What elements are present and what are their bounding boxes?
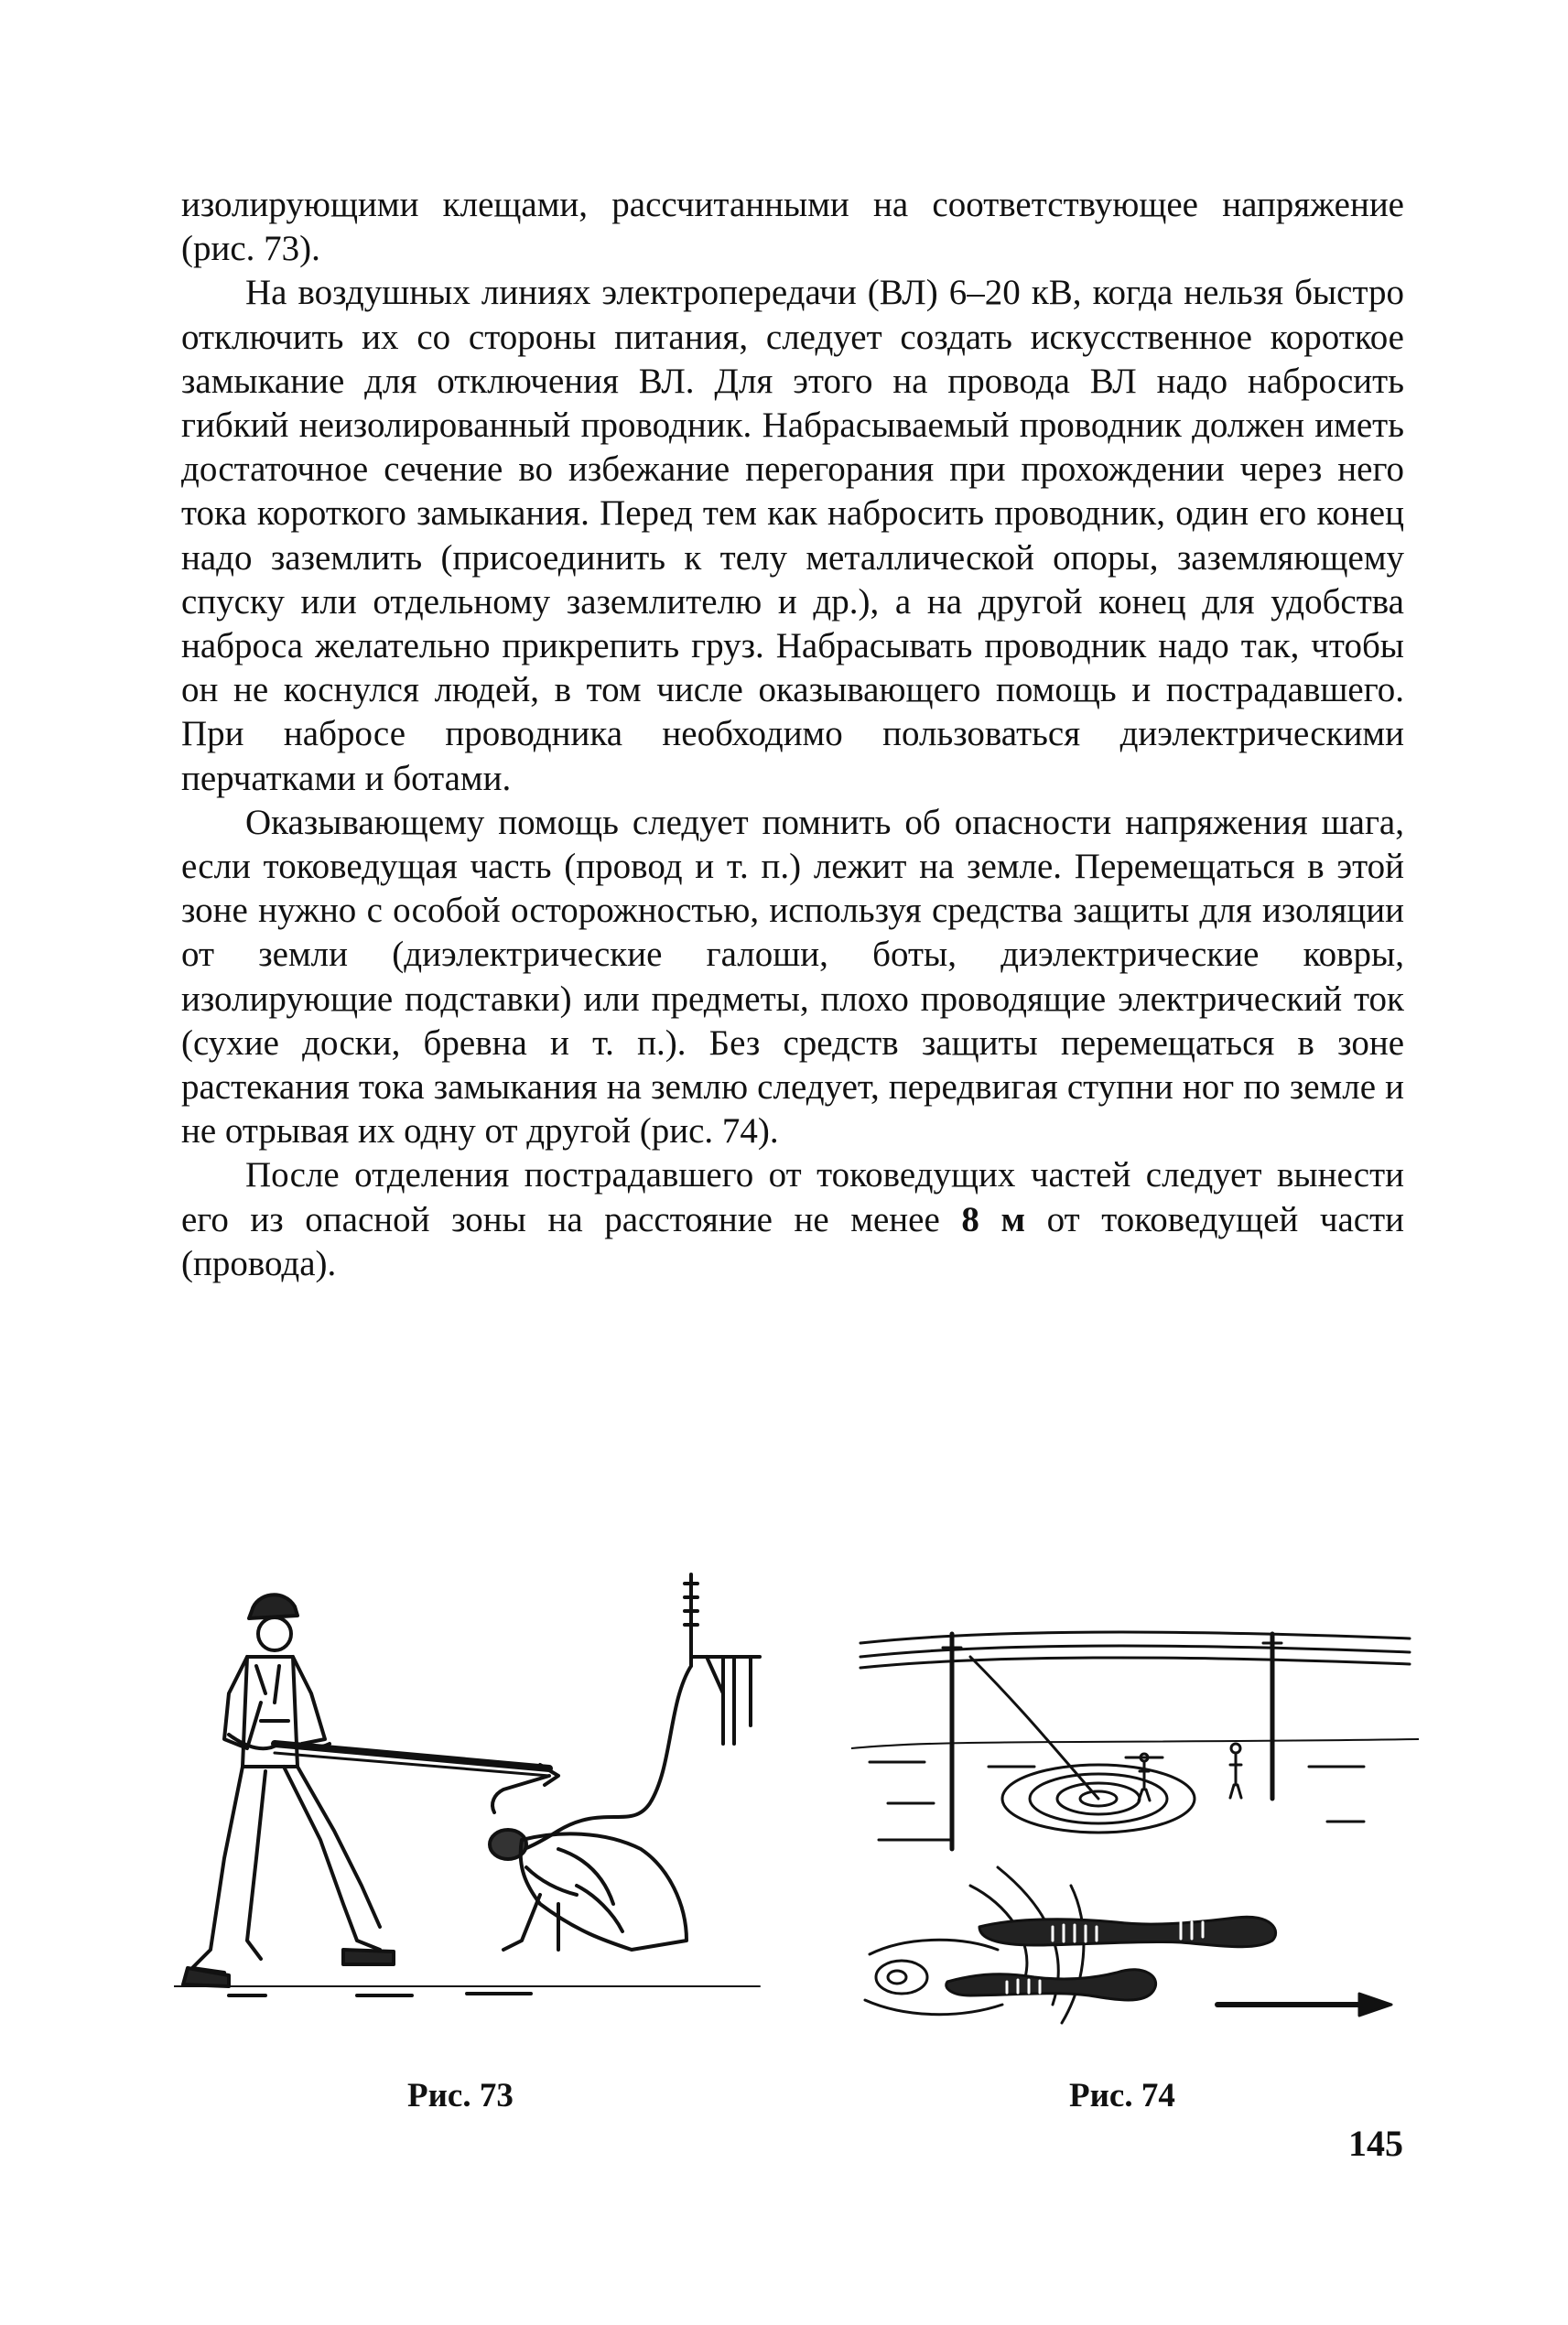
body-text [181,183,1404,1286]
paragraph-1: изолирующими клещами, рассчитанными на соответствующее напряжение (рис. 73). [181,185,1404,269]
figure-74 [851,1611,1419,2032]
paragraph-4-start: После отделения пострадавшего от токоведущих частей следует вынести его из опасной зоны на расстояние не менее [181,1155,1404,1239]
paragraph-4 [181,1153,1404,1286]
paragraph-4-end: от токоведущей части (провода). [181,1199,1404,1283]
paragraph-2: На воздушных линиях электропередачи (ВЛ) 6–20 кВ, когда нельзя быстро отключить их со стороны питания, следует создать искусственное короткое замыкание для отключения ВЛ. Для этого на провода ВЛ надо набросить гибкий неизолированный проводник. Набрасываемый проводник должен иметь достаточное сечение во избежание перегорания при прохождении через него тока короткого замыкания. Перед тем как набросить проводник, один его конец надо заземлить (присоединить к телу металлической опоры, заземляющему спуску или отдельному заземлителю и др.), а на другой конец для удобства наброса желательно прикрепить груз. Набрасывать проводник надо так, чтобы он не коснулся людей, в том числе оказывающего помощь и пострадавшего. При набросе проводника необходимо пользоваться диэлектрическими перчатками и ботами. [181,273,1404,798]
victim-body [521,1833,687,1950]
paragraph-3: Оказывающему помощь следует помнить об опасности напряжения шага, если токоведущая часть (провод и т. п.) лежит на земле. Перемещаться в этой зоне нужно с особой осторожностью, используя средства защиты для изоляции от земли (диэлектрические галоши, боты, диэлектрические ковры, изолирующие подставки) или предметы, плохо проводящие электрический ток (сухие доски, бревна и т. п.). Без средств защиты перемещаться в зоне растекания тока замыкания на землю следует, передвигая ступни ног по земле и не отрывая их одну от другой (рис. 74). [181,802,1404,1152]
figure-73-caption: Рис. 73 [407,2077,514,2114]
overhead-wire-1 [860,1632,1410,1643]
figure-73-drawing [174,1556,778,2050]
field-center [888,1971,906,1984]
broken-wire [970,1657,1098,1799]
foot-left [946,1970,1156,2000]
distance-value: 8 м [961,1199,1026,1239]
figure-74-caption: Рис. 74 [1069,2077,1175,2114]
figure-74-drawing [851,1611,1419,2032]
figure-73 [174,1556,778,2050]
fallen-wire [494,1666,691,1854]
foot-right [979,1917,1276,1947]
page-number: 145 [1348,2123,1403,2164]
rescuer-helmet [249,1595,297,1618]
person-2 [1230,1753,1241,1798]
